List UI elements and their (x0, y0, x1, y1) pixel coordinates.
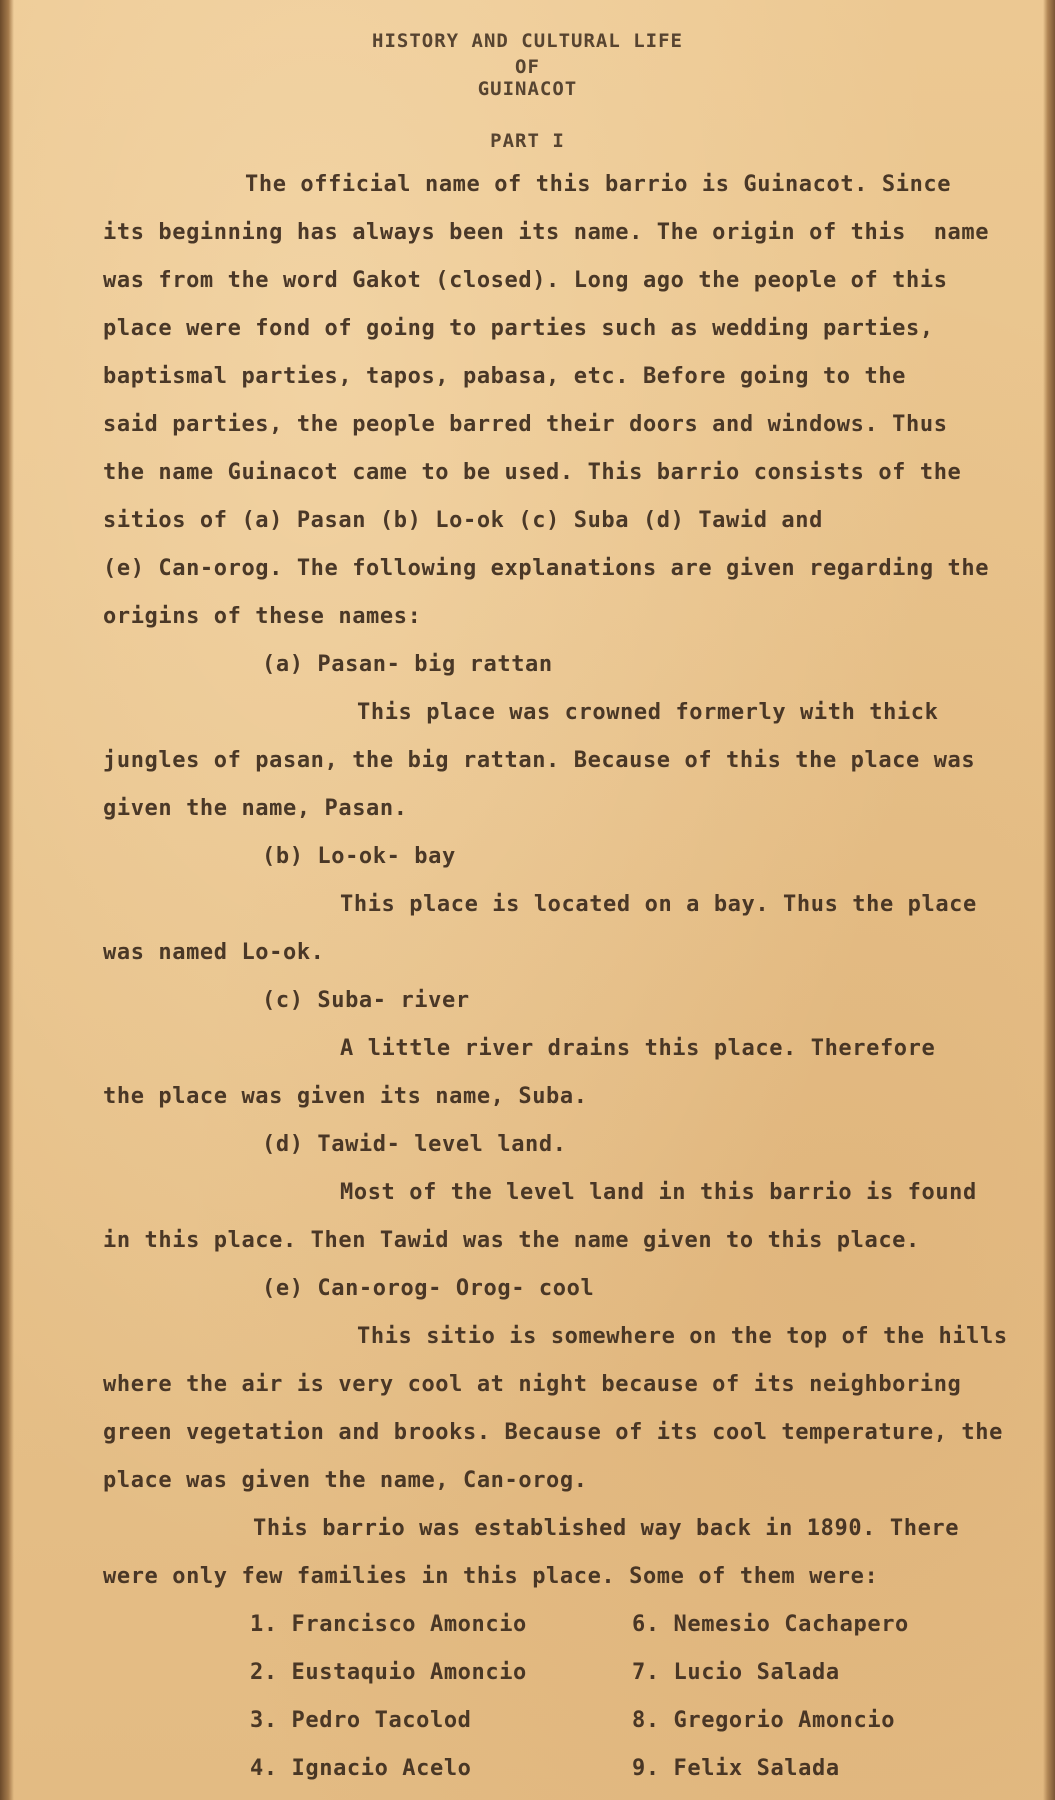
paragraph-line: were only few families in this place. Some of them were: (103, 1564, 879, 1589)
paragraph-line: was from the word Gakot (closed). Long ago the people of this (103, 268, 948, 293)
paragraph-line: (e) Can-orog. The following explanations are given regarding the (103, 556, 990, 581)
family-list-item: 3. Pedro Tacolod (250, 1708, 472, 1733)
paragraph-line: origins of these names: (103, 604, 422, 629)
sitio-d-heading: (d) Tawid- level land. (262, 1132, 567, 1157)
page-edge-left (0, 0, 14, 1800)
sitio-c-text: A little river drains this place. Therefore (340, 1036, 936, 1061)
family-list-item: 6. Nemesio Cachapero (632, 1612, 909, 1637)
sitio-a-text: jungles of pasan, the big rattan. Because of this the place was (103, 748, 976, 773)
sitio-e-text: where the air is very cool at night because of its neighboring (103, 1372, 962, 1397)
paragraph-line: its beginning has always been its name. The origin of this name (103, 220, 990, 245)
sitio-a-heading: (a) Pasan- big rattan (262, 652, 553, 677)
page-edge-right (1043, 0, 1055, 1800)
sitio-c-heading: (c) Suba- river (262, 988, 470, 1013)
sitio-c-text: the place was given its name, Suba. (103, 1084, 588, 1109)
sitio-b-text: was named Lo-ok. (103, 940, 325, 965)
document-title: HISTORY AND CULTURAL LIFE (372, 30, 683, 52)
paragraph-line: the name Guinacot came to be used. This barrio consists of the (103, 460, 962, 485)
family-list-item: 1. Francisco Amoncio (250, 1612, 527, 1637)
sitio-a-text: This place was crowned formerly with thick (357, 700, 939, 725)
paragraph-line: sitios of (a) Pasan (b) Lo-ok (c) Suba (d) Tawid and (103, 508, 823, 533)
paragraph-line: The official name of this barrio is Guinacot. Since (245, 172, 952, 197)
family-list-item: 9. Felix Salada (632, 1756, 840, 1781)
paragraph-line: said parties, the people barred their doors and windows. Thus (103, 412, 948, 437)
family-list-item: 7. Lucio Salada (632, 1660, 840, 1685)
document-title-of: OF (515, 56, 540, 78)
sitio-d-text: Most of the level land in this barrio is found (340, 1180, 977, 1205)
paragraph-line: This barrio was established way back in 1890. There (253, 1516, 960, 1541)
document-title-place: GUINACOT (477, 78, 578, 100)
sitio-d-text: in this place. Then Tawid was the name given to this place. (103, 1228, 920, 1253)
sitio-b-heading: (b) Lo-ok- bay (262, 844, 456, 869)
paragraph-line: place were fond of going to parties such as wedding parties, (103, 316, 934, 341)
sitio-e-text: place was given the name, Can-orog. (103, 1468, 588, 1493)
sitio-e-heading: (e) Can-orog- Orog- cool (262, 1276, 595, 1301)
sitio-e-text: This sitio is somewhere on the top of the hills (357, 1324, 1008, 1349)
family-list-item: 4. Ignacio Acelo (250, 1756, 472, 1781)
family-list-item: 2. Eustaquio Amoncio (250, 1660, 527, 1685)
part-heading: PART I (490, 130, 565, 152)
paragraph-line: baptismal parties, tapos, pabasa, etc. Before going to the (103, 364, 907, 389)
sitio-a-text: given the name, Pasan. (103, 796, 408, 821)
sitio-b-text: This place is located on a bay. Thus the place (340, 892, 977, 917)
sitio-e-text: green vegetation and brooks. Because of its cool temperature, the (103, 1420, 1003, 1445)
family-list-item: 8. Gregorio Amoncio (632, 1708, 896, 1733)
